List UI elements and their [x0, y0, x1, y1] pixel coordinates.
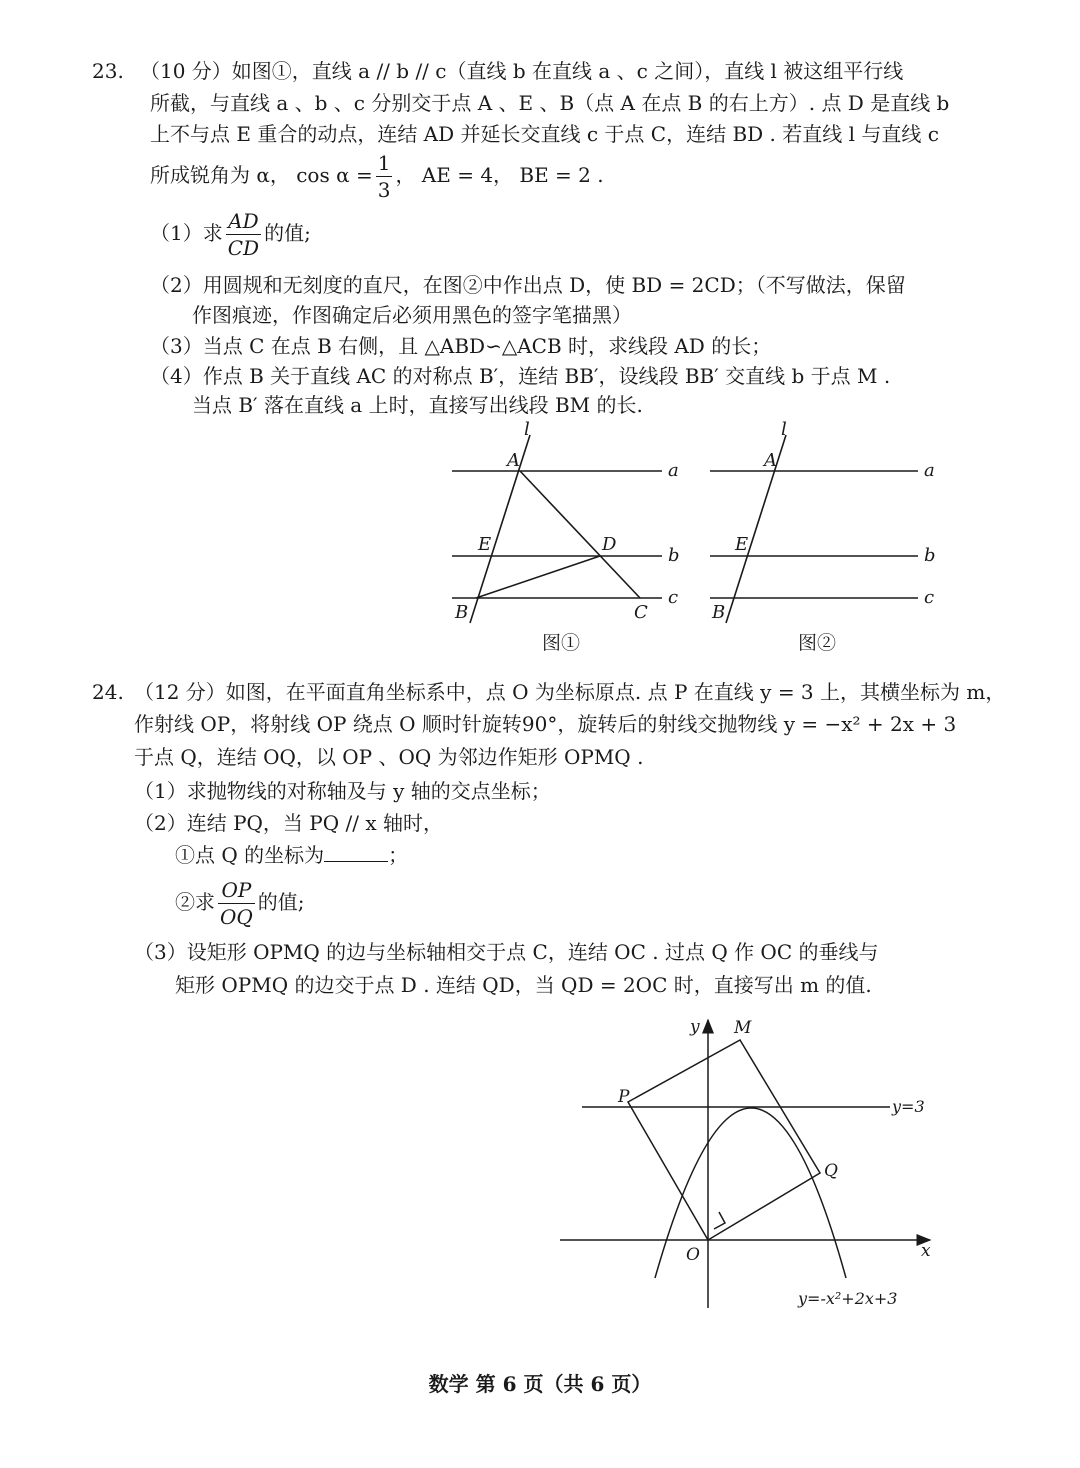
label-M: M	[734, 1018, 752, 1038]
label-c: c	[668, 587, 679, 608]
segment-ac	[520, 471, 640, 598]
q23-part-1: （1）求 $\frac{AD}{CD}$ 的值;	[150, 209, 311, 260]
label-a: a	[924, 460, 935, 481]
figure-1	[440, 415, 700, 660]
label-b: b	[668, 545, 680, 566]
rectangle-opmq	[628, 1040, 820, 1240]
question-number: 24.	[92, 680, 124, 704]
label-A: A	[507, 450, 520, 471]
q23-part-4-cont: 当点 B′ 落在直线 a 上时，直接写出线段 BM 的长.	[192, 393, 643, 417]
q24-part-2: （2）连结 PQ，当 PQ // x 轴时，	[134, 811, 443, 835]
right-angle-mark	[714, 1212, 725, 1229]
q24-part-1: （1）求抛物线的对称轴及与 y 轴的交点坐标；	[134, 779, 551, 803]
page-footer: 数学 第 6 页（共 6 页）	[428, 1372, 652, 1396]
label-b: b	[924, 545, 936, 566]
label-B: B	[455, 602, 469, 623]
label-A: A	[764, 450, 777, 471]
q23-part-4: （4）作点 B 关于直线 AC 的对称点 B′，连结 BB′，设线段 BB′ 交直线 b 于点 M .	[150, 364, 891, 388]
label-y3: y=3	[892, 1097, 925, 1116]
q24-part-3-cont: 矩形 OPMQ 的边交于点 D . 连结 QD，当 QD = 2OC 时，直接写出 m 的值.	[175, 973, 872, 997]
given-lengths: ， AE = 4， BE = 2 .	[395, 163, 604, 187]
q23-part-2: （2）用圆规和无刻度的直尺，在图②中作出点 D，使 BD = 2CD；（不写做法，保留	[150, 273, 906, 297]
line-l	[470, 435, 530, 623]
label-B: B	[712, 602, 726, 623]
q24-part-2-i: ①点 Q 的坐标为 ；	[175, 843, 409, 867]
cos-text: 所成锐角为 α， cos α =	[150, 163, 373, 187]
label-D: D	[602, 534, 617, 555]
label-l: l	[524, 419, 530, 440]
fraction-ad-cd: $\frac{AD}{CD}$	[227, 209, 260, 260]
q24-line-1: （12 分）如图，在平面直角坐标系中，点 O 为坐标原点. 点 P 在直线 y = 3 上，其横坐标为 m，	[134, 680, 1006, 704]
label-x: x	[921, 1241, 931, 1261]
figure-2	[700, 415, 960, 660]
q23-part-3: （3）当点 C 在点 B 右侧，且 △ABD∽△ACB 时，求线段 AD 的长；	[150, 334, 772, 358]
label-y: y	[690, 1017, 700, 1037]
coordinate-graph	[540, 1008, 960, 1318]
q23-part-2-cont: 作图痕迹，作图确定后必须用黑色的签字笔描黑）	[192, 303, 632, 327]
caption-figure-1: 图①	[542, 632, 581, 654]
q23-line-3: 上不与点 E 重合的动点，连结 AD 并延长交直线 c 于点 C，连结 BD . 若直线 l 与直线 c	[150, 122, 939, 146]
q23-line-1: （10 分）如图①，直线 a // b // c（直线 b 在直线 a 、c 之间），直线 l 被这组平行线	[140, 59, 904, 83]
q24-part-2-ii: ②求 $\frac{OP}{OQ}$ 的值;	[175, 878, 305, 929]
label-Q: Q	[824, 1161, 838, 1181]
question-number: 23.	[92, 59, 124, 83]
label-E: E	[735, 534, 749, 555]
label-P: P	[618, 1087, 630, 1107]
fraction-op-oq: $\frac{OP}{OQ}$	[220, 878, 253, 929]
label-l: l	[781, 419, 787, 440]
label-c: c	[924, 587, 935, 608]
q23-line-4	[150, 148, 604, 203]
label-O: O	[686, 1245, 700, 1265]
label-C: C	[634, 602, 648, 623]
segment-bd	[476, 556, 600, 598]
fraction-one-third: $\frac{1}{3}$	[377, 151, 391, 202]
label-parabola: y=-x²+2x+3	[798, 1289, 898, 1308]
q23-line-2: 所截，与直线 a 、b 、c 分别交于点 A 、E 、B（点 A 在点 B 的右上方）. 点 D 是直线 b	[150, 91, 950, 115]
q24-part-3: （3）设矩形 OPMQ 的边与坐标轴相交于点 C，连结 OC . 过点 Q 作 OC 的垂线与	[134, 940, 879, 964]
q24-line-2: 作射线 OP，将射线 OP 绕点 O 顺时针旋转90°，旋转后的射线交抛物线 y = −x² + 2x + 3	[134, 712, 957, 736]
label-E: E	[478, 534, 492, 555]
line-l	[726, 435, 786, 623]
q24-line-3: 于点 Q，连结 OQ，以 OP 、OQ 为邻边作矩形 OPMQ .	[134, 745, 644, 769]
answer-blank[interactable]	[324, 841, 388, 862]
caption-figure-2: 图②	[798, 632, 837, 654]
parabola	[655, 1108, 846, 1278]
label-a: a	[668, 460, 679, 481]
